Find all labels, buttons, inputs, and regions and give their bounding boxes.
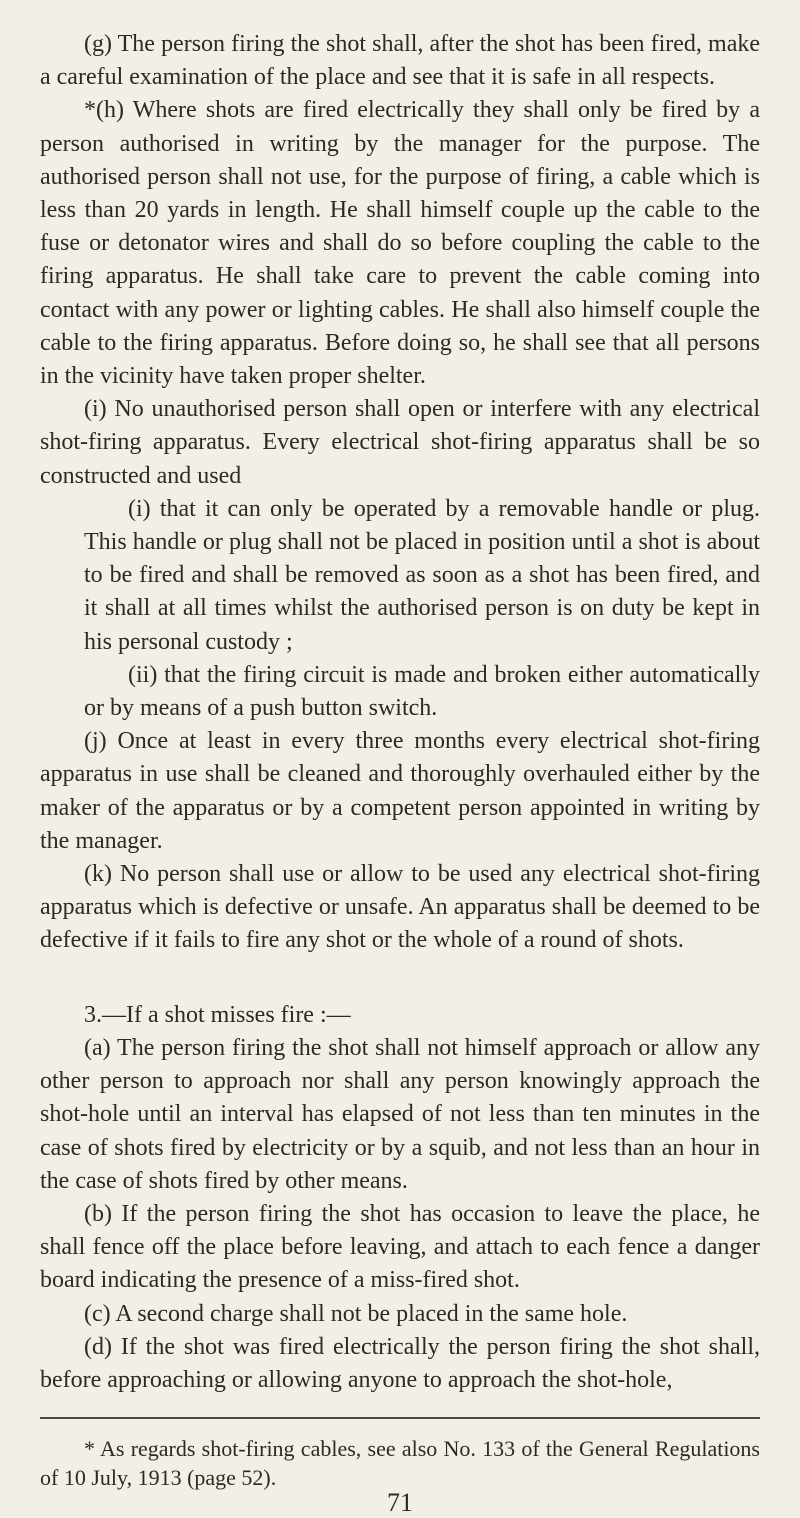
paragraph-j: (j) Once at least in every three months every electrical shot-firing apparatus in use shall be cleaned and thoroughly overhauled either by the maker of the apparatus or by a competent person appointed in writing by the manager. [40, 728, 760, 854]
paragraph-h: *(h) Where shots are fired electrically they shall only be fired by a person authorised in writing by the manager for the purpose. The authorised person shall not use, for the purpose of firing, a cable which is less than 20 yards in length. He shall himself couple up the cable to the fuse or detonator wires and shall do so before coupling the cable to the firing apparatus. He shall take care to prevent the cable coming into contact with any power or lighting cables. He shall also himself couple the cable to the firing apparatus. Before doing so, he shall see that all persons in the vicinity have taken proper shelter. [40, 97, 760, 390]
section-3-heading: 3.—If a shot misses fire :— [84, 1001, 351, 1028]
paragraph-k: (k) No person shall use or allow to be used any electrical shot-firing apparatus which is defective or unsafe. An apparatus shall be deemed to be defective if it fails to fire any shot or the whole of a round of shots. [40, 861, 760, 954]
section-3-paragraph-d: (d) If the shot was fired electrically the person firing the shot shall, before approaching or allowing anyone to approach the shot-hole, [40, 1333, 760, 1393]
section-3-paragraph-b: (b) If the person firing the shot has occasion to leave the place, he shall fence off the place before leaving, and attach to each fence a danger board indicating the presence of a miss-fired shot. [40, 1200, 760, 1294]
section-3-paragraph-c: (c) A second charge shall not be placed in the same hole. [84, 1300, 628, 1327]
section-3-paragraph-a: (a) The person firing the shot shall not himself approach or allow any other person to approach nor shall any person knowingly approach the shot-hole until an interval has elapsed of not less than ten minutes in the case of shots fired by electricity or by a squib, and not less than an hour in the case of shots fired by other means. [40, 1034, 760, 1194]
paragraph-i: (i) No unauthorised person shall open or interfere with any electrical shot-firing apparatus. Every electrical shot-firing apparatus shall be so constructed and used [40, 396, 760, 489]
footnote-divider [40, 1417, 760, 1419]
footnote: * As regards shot-firing cables, see also No. 133 of the General Regulations of 10 July, 1913 (page 52). [40, 1436, 760, 1491]
page-number: 71 [387, 1488, 413, 1518]
paragraph-i-sub-1: (i) that it can only be operated by a removable handle or plug. This handle or plug shall not be placed in position until a shot is about to be fired and shall be removed as soon as a shot has been fired, and it shall at all times whilst the authorised person is on duty be kept in his personal custody ; [84, 495, 760, 655]
paragraph-g: (g) The person firing the shot shall, after the shot has been fired, make a careful examination of the place and see that it is safe in all respects. [40, 31, 760, 91]
paragraph-i-sub-2: (ii) that the firing circuit is made and broken either automatically or by means of a push button switch. [84, 661, 760, 722]
